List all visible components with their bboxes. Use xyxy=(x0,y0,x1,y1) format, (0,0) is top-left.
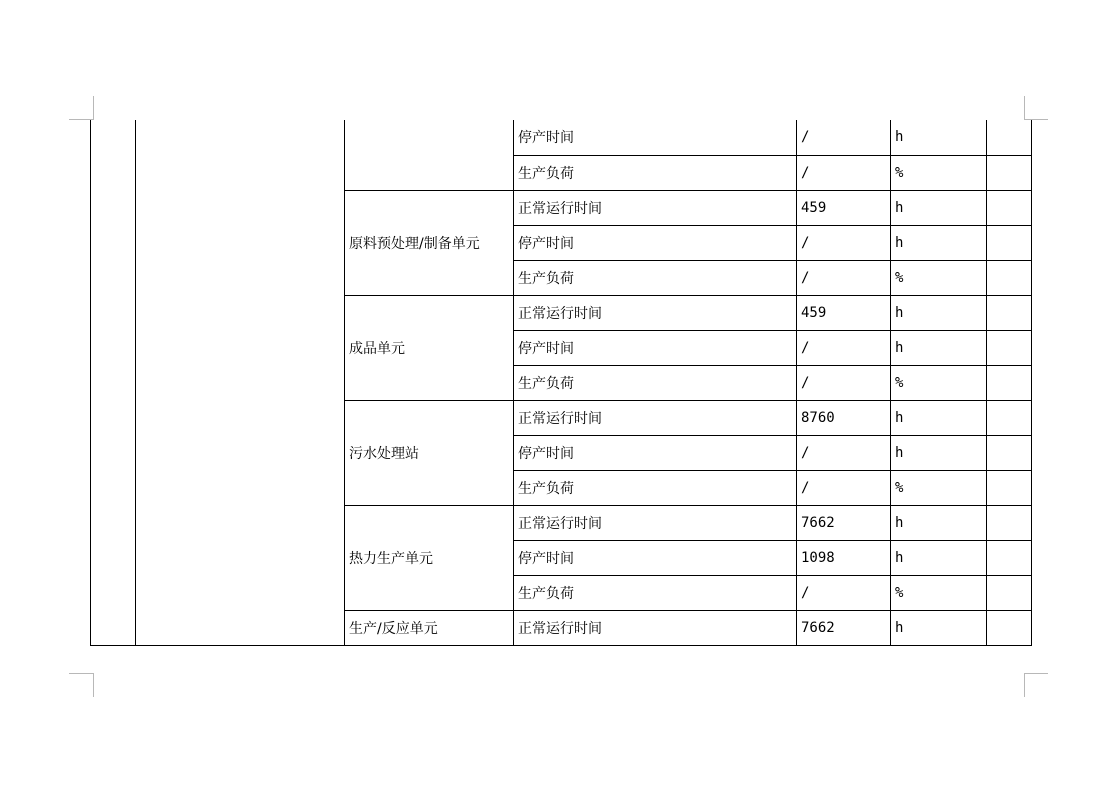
unit-cell: h xyxy=(891,225,987,260)
unit-name-cell: 成品单元 xyxy=(345,295,514,400)
crop-mark-br-v xyxy=(1024,673,1025,697)
item-cell: 停产时间 xyxy=(514,330,797,365)
item-cell: 正常运行时间 xyxy=(514,400,797,435)
unit-name-cell xyxy=(345,120,514,190)
unit-cell: h xyxy=(891,190,987,225)
remark-cell xyxy=(987,225,1032,260)
value-cell: 7662 xyxy=(797,610,891,645)
value-cell: 8760 xyxy=(797,400,891,435)
unit-cell: h xyxy=(891,435,987,470)
unit-cell: h xyxy=(891,120,987,155)
value-cell: / xyxy=(797,575,891,610)
item-cell: 停产时间 xyxy=(514,225,797,260)
item-cell: 生产负荷 xyxy=(514,575,797,610)
unit-name-cell: 原料预处理/制备单元 xyxy=(345,190,514,295)
unit-name-cell: 热力生产单元 xyxy=(345,505,514,610)
item-cell: 停产时间 xyxy=(514,435,797,470)
value-cell: / xyxy=(797,155,891,190)
item-cell: 生产负荷 xyxy=(514,260,797,295)
item-cell: 停产时间 xyxy=(514,540,797,575)
unit-cell: h xyxy=(891,400,987,435)
blank-cell-col1 xyxy=(91,120,136,645)
unit-cell: % xyxy=(891,260,987,295)
value-cell: 7662 xyxy=(797,505,891,540)
value-cell: / xyxy=(797,120,891,155)
blank-cell-col2 xyxy=(136,120,345,645)
item-cell: 正常运行时间 xyxy=(514,610,797,645)
crop-mark-tl-v xyxy=(93,96,94,120)
remark-cell xyxy=(987,365,1032,400)
value-cell: 459 xyxy=(797,190,891,225)
remark-cell xyxy=(987,260,1032,295)
item-cell: 生产负荷 xyxy=(514,470,797,505)
remark-cell xyxy=(987,120,1032,155)
unit-cell: h xyxy=(891,505,987,540)
remark-cell xyxy=(987,470,1032,505)
value-cell: 459 xyxy=(797,295,891,330)
unit-cell: % xyxy=(891,470,987,505)
item-cell: 生产负荷 xyxy=(514,365,797,400)
item-cell: 正常运行时间 xyxy=(514,505,797,540)
remark-cell xyxy=(987,400,1032,435)
unit-cell: h xyxy=(891,330,987,365)
table-row xyxy=(91,120,1032,155)
value-cell: / xyxy=(797,330,891,365)
remark-cell xyxy=(987,540,1032,575)
unit-name-cell: 生产/反应单元 xyxy=(345,610,514,645)
unit-cell: h xyxy=(891,295,987,330)
value-cell: / xyxy=(797,260,891,295)
value-cell: / xyxy=(797,365,891,400)
remark-cell xyxy=(987,505,1032,540)
value-cell: / xyxy=(797,470,891,505)
item-cell: 生产负荷 xyxy=(514,155,797,190)
remark-cell xyxy=(987,190,1032,225)
remark-cell xyxy=(987,330,1032,365)
item-cell: 停产时间 xyxy=(514,120,797,155)
remark-cell xyxy=(987,295,1032,330)
item-cell: 正常运行时间 xyxy=(514,190,797,225)
crop-mark-bl-h xyxy=(69,673,93,674)
unit-cell: h xyxy=(891,610,987,645)
remark-cell xyxy=(987,155,1032,190)
item-cell: 正常运行时间 xyxy=(514,295,797,330)
unit-name-cell: 污水处理站 xyxy=(345,400,514,505)
table-body xyxy=(91,120,1032,645)
remark-cell xyxy=(987,610,1032,645)
crop-mark-br-h xyxy=(1024,673,1048,674)
crop-mark-tr-v xyxy=(1024,96,1025,120)
unit-cell: % xyxy=(891,575,987,610)
unit-cell: h xyxy=(891,540,987,575)
value-cell: 1098 xyxy=(797,540,891,575)
remark-cell xyxy=(987,575,1032,610)
value-cell: / xyxy=(797,435,891,470)
crop-mark-bl-v xyxy=(93,673,94,697)
unit-cell: % xyxy=(891,155,987,190)
unit-cell: % xyxy=(891,365,987,400)
operation-time-table xyxy=(90,120,1032,646)
remark-cell xyxy=(987,435,1032,470)
value-cell: / xyxy=(797,225,891,260)
